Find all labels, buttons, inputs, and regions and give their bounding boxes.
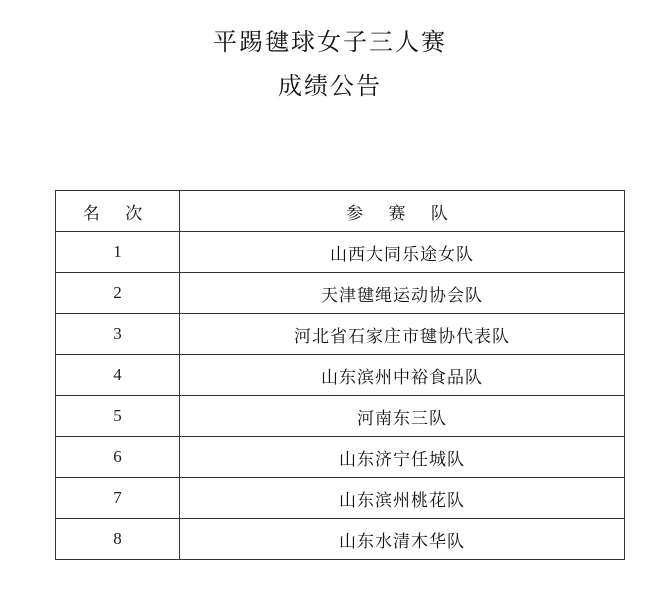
- team-cell: 河北省石家庄市毽协代表队: [180, 314, 625, 355]
- team-cell: 山东滨州中裕食品队: [180, 355, 625, 396]
- table-row: [56, 273, 625, 314]
- header-team: 参 赛 队: [180, 191, 625, 232]
- table-header-row: [56, 191, 625, 232]
- team-cell: 天津毽绳运动协会队: [180, 273, 625, 314]
- table-row: [56, 478, 625, 519]
- team-cell: 山西大同乐途女队: [180, 232, 625, 273]
- table-row: [56, 355, 625, 396]
- header-rank: 名 次: [56, 191, 180, 232]
- table-row: [56, 232, 625, 273]
- team-cell: 山东济宁任城队: [180, 437, 625, 478]
- document-subtitle: 成绩公告: [278, 72, 382, 100]
- rank-cell: 7: [56, 478, 180, 519]
- team-cell: 山东水清木华队: [180, 519, 625, 560]
- document-title: 平踢毽球女子三人赛: [213, 28, 447, 56]
- rank-cell: 8: [56, 519, 180, 560]
- team-cell: 山东滨州桃花队: [180, 478, 625, 519]
- team-cell: 河南东三队: [180, 396, 625, 437]
- rank-cell: 5: [56, 396, 180, 437]
- table-row: [56, 314, 625, 355]
- results-table: [55, 190, 625, 560]
- rank-cell: 6: [56, 437, 180, 478]
- table-row: [56, 437, 625, 478]
- table-row: [56, 519, 625, 560]
- table-row: [56, 396, 625, 437]
- rank-cell: 4: [56, 355, 180, 396]
- rank-cell: 3: [56, 314, 180, 355]
- rank-cell: 2: [56, 273, 180, 314]
- rank-cell: 1: [56, 232, 180, 273]
